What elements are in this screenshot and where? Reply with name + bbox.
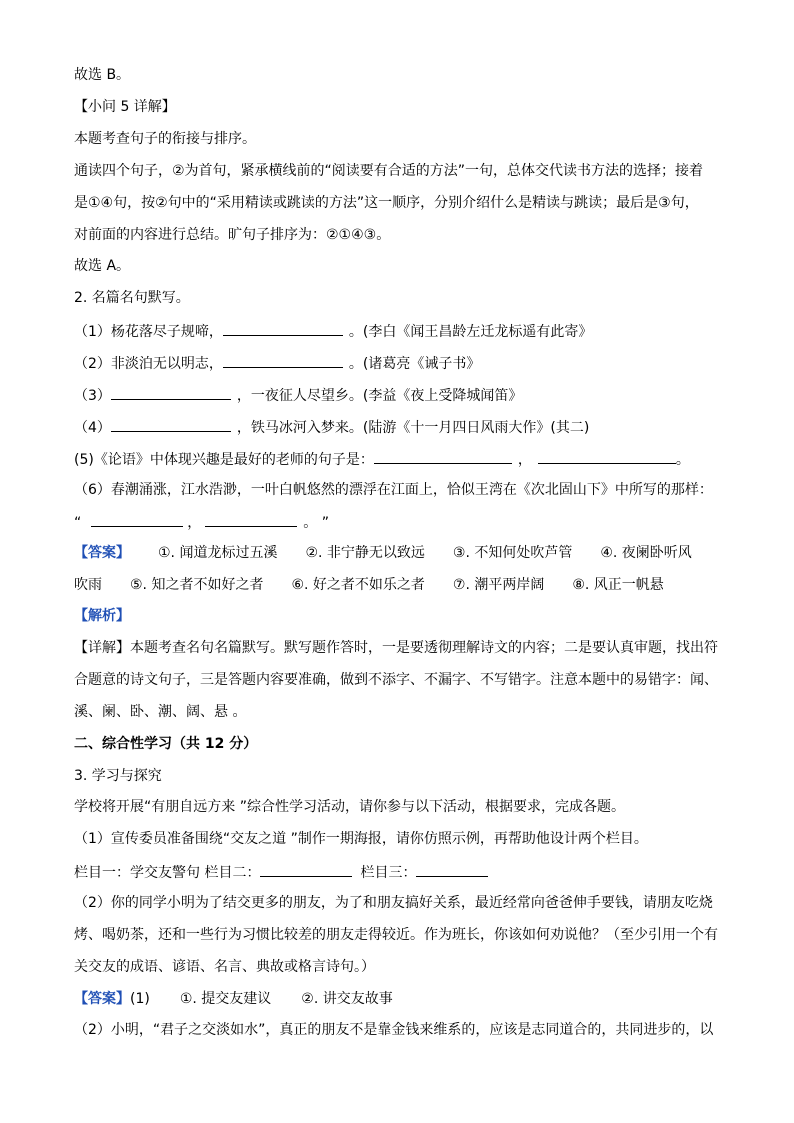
- item-text: ，: [517, 452, 532, 468]
- answer-item: (1): [130, 991, 150, 1007]
- answer-item: ②. 非宁静无以致远: [305, 545, 425, 561]
- answer-item: ③. 不知何处吹芦管: [452, 545, 573, 561]
- analysis-label: 【解析】: [74, 608, 130, 624]
- answer-blank: [416, 862, 488, 877]
- question-title: 3. 学习与探究: [74, 768, 162, 784]
- item-text: “: [74, 515, 82, 531]
- item-text: 。(诸葛亮《诫子书》: [348, 356, 481, 372]
- recitation-item-6-blanks: [74, 512, 329, 530]
- subquestion-heading: 【小问 5 详解】: [74, 99, 176, 115]
- recitation-item-6: （6）春潮涌涨，江水浩渺，一叶白帆悠然的漂浮在江面上，恰似王湾在《次北固山下》中所写的那样：: [74, 482, 713, 498]
- answer-blank: [205, 512, 297, 527]
- item-text: 栏目三：: [360, 865, 417, 881]
- item-text: (5)《论语》中体现兴趣是最好的老师的句子是：: [74, 452, 374, 468]
- item-text: （1）杨花落尽子规啼，: [74, 324, 223, 340]
- column-line: [74, 862, 488, 880]
- text-line: 合题意的诗文句子，三是答题内容要准确，做到不添字、不漏字、不写错字。注意本题中的易错字：闻、: [74, 672, 718, 688]
- answer-blank: [111, 417, 231, 432]
- item-text: ，一夜征人尽望乡。(李益《夜上受降城闻笛》: [236, 388, 523, 404]
- text-line: 是①④句，按②句中的“采用精读或跳读的方法”这一顺序，分别介绍什么是精读与跳读；最后是③句，: [74, 195, 699, 211]
- answer-item: ⑥. 好之者不如乐之者: [291, 577, 425, 593]
- recitation-item-5: [74, 449, 690, 467]
- answer-blank: [538, 449, 676, 464]
- text-line: 故选 B。: [74, 67, 131, 83]
- text-line: （1）宣传委员准备围绕“交友之道 ”制作一期海报，请你仿照示例，再帮助他设计两个栏目。: [74, 831, 648, 847]
- text-line: 溪、阑、卧、潮、阔、悬 。: [74, 704, 247, 720]
- recitation-item-4: [74, 417, 589, 435]
- item-text: ，: [187, 515, 202, 531]
- text-line: 【详解】本题考查名句名篇默写。默写题作答时，一是要透彻理解诗文的内容；二是要认真审题，找出符: [74, 640, 718, 656]
- item-text: （4）: [74, 420, 111, 436]
- item-text: 栏目一：学交友警句 栏目二：: [74, 865, 261, 881]
- answer-blank: [91, 512, 183, 527]
- answer-item: ①. 闻道龙标过五溪: [158, 545, 278, 561]
- answer-label: 【答案】: [74, 991, 130, 1007]
- text-line: 本题考查句子的衔接与排序。: [74, 131, 256, 147]
- answer-label: 【答案】: [74, 545, 130, 561]
- answer-item: ④. 夜阑卧听风: [600, 545, 692, 561]
- answer-item: ⑧. 风正一帆悬: [572, 577, 664, 593]
- answer-item: ②. 讲交友故事: [301, 991, 393, 1007]
- item-text: （2）非淡泊无以明志，: [74, 356, 223, 372]
- answer-blank: [223, 321, 343, 336]
- text-line: 通读四个句子，②为首句，紧承横线前的“阅读要有合适的方法”一句，总体交代读书方法的选择；接着: [74, 163, 704, 179]
- item-text: 。(李白《闻王昌龄左迁龙标遥有此寄》: [348, 324, 593, 340]
- text-line: 烤、喝奶茶，还和一些行为习惯比较差的朋友走得较近。作为班长，你该如何劝说他？（至少引用一个有: [74, 927, 718, 943]
- item-text: 。: [675, 452, 690, 468]
- item-text: ，铁马冰河入梦来。(陆游《十一月四日风雨大作》(其二): [236, 420, 590, 436]
- item-text: 。 ”: [303, 515, 329, 531]
- question-title: 2. 名篇名句默写。: [74, 290, 190, 306]
- recitation-item-2: [74, 353, 480, 371]
- answer-item: ⑦. 潮平两岸阔: [452, 577, 545, 593]
- text-line: 关交友的成语、谚语、名言、典故或格言诗句。）: [74, 959, 375, 975]
- text-line: 故选 A。: [74, 258, 131, 274]
- answer-blank: [374, 449, 512, 464]
- section-heading: 二、综合性学习（共 12 分）: [74, 736, 258, 752]
- answer-item: ⑤. 知之者不如好之者: [130, 577, 264, 593]
- answer-blank: [260, 862, 352, 877]
- answer-item: 吹雨: [74, 577, 102, 593]
- text-line: （2）小明，“君子之交淡如水”，真正的朋友不是靠金钱来维系的，应该是志同道合的，共同进步的，以: [74, 1022, 714, 1038]
- answer-line: [74, 990, 393, 1008]
- text-line: 对前面的内容进行总结。旷句子排序为：②①④③。: [74, 227, 391, 243]
- recitation-item-1: [74, 321, 592, 339]
- answer-line: [74, 576, 664, 594]
- answer-blank: [223, 353, 343, 368]
- recitation-item-3: [74, 385, 522, 403]
- answer-item: ①. 提交友建议: [179, 991, 272, 1007]
- answer-blank: [111, 385, 231, 400]
- item-text: （3）: [74, 388, 111, 404]
- text-line: （2）你的同学小明为了结交更多的朋友，为了和朋友搞好关系，最近经常向爸爸伸手要钱，请朋友吃烧: [74, 895, 713, 911]
- answer-line: [74, 544, 692, 562]
- text-line: 学校将开展“有朋自远方来 ”综合性学习活动，请你参与以下活动，根据要求，完成各题。: [74, 799, 625, 815]
